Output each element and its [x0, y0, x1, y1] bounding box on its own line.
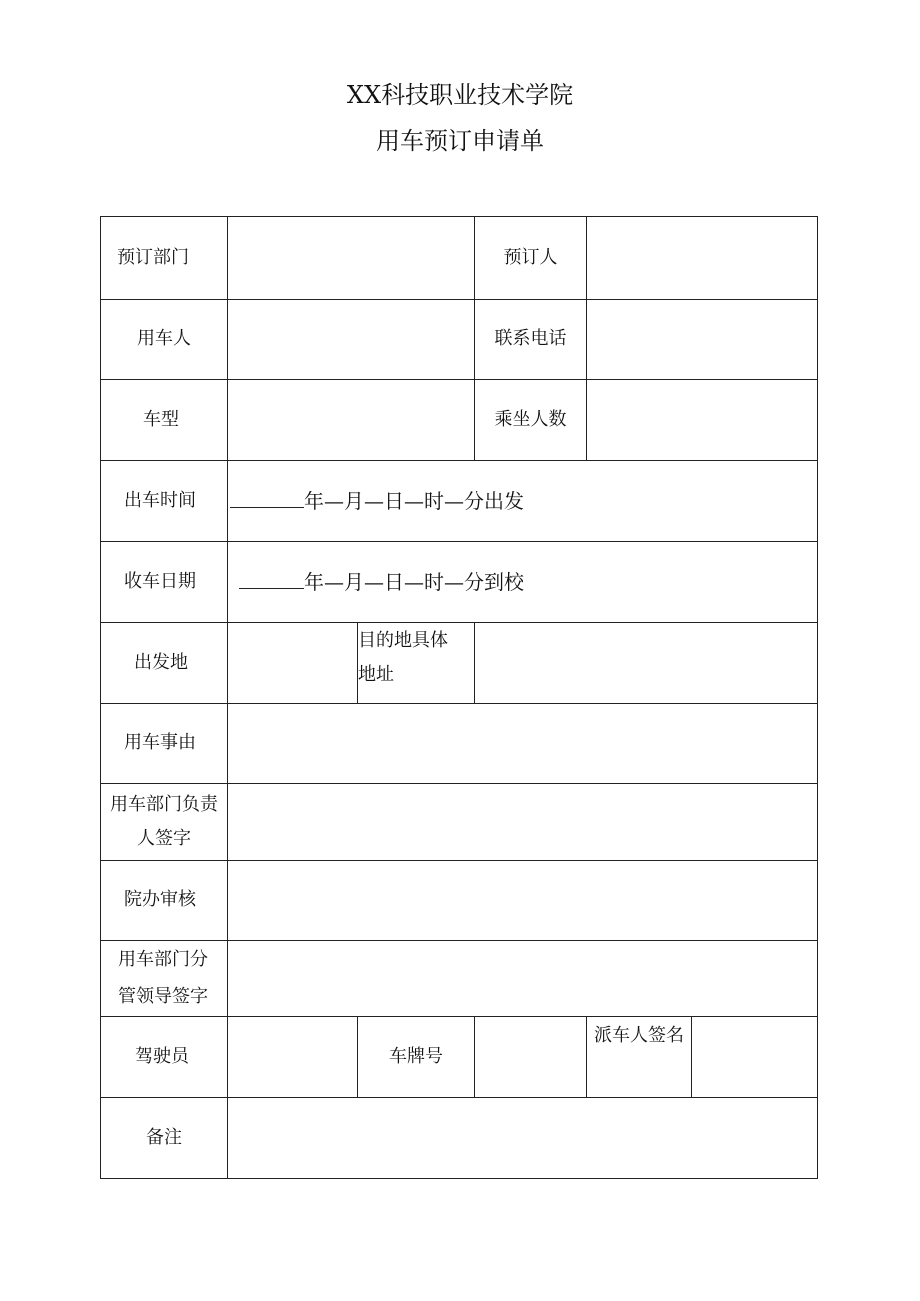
label-dept-head-line1: 用车部门负责 — [110, 793, 218, 815]
label-dispatcher-signature: 派车人签名 — [594, 1025, 684, 1046]
label-destination-line2: 地址 — [358, 664, 394, 685]
input-destination[interactable] — [475, 622, 817, 703]
label-dept-head-signature — [101, 783, 227, 860]
label-leader-signature — [101, 940, 225, 1016]
label-departure-time: 出车时间 — [124, 489, 196, 511]
input-dept-head-signature[interactable] — [228, 783, 817, 860]
booking-form-table — [100, 216, 818, 1179]
label-booking-dept: 预订部门 — [117, 247, 189, 268]
input-leader-signature[interactable] — [228, 940, 817, 1016]
input-contact-phone[interactable] — [587, 299, 817, 379]
label-purpose: 用车事由 — [124, 732, 196, 753]
label-driver: 驾驶员 — [135, 1045, 189, 1067]
label-leader-line2: 管领导签字 — [118, 986, 208, 1007]
input-plate-number[interactable] — [475, 1016, 586, 1097]
departure-time-template: 年—月—日—时—分出发 — [304, 489, 524, 513]
input-car-type[interactable] — [228, 379, 474, 460]
label-destination — [358, 622, 474, 703]
input-office-review[interactable] — [228, 860, 817, 940]
label-booker: 预订人 — [503, 247, 558, 268]
input-booker[interactable] — [587, 217, 817, 299]
label-dept-head-line2: 人签字 — [137, 827, 191, 849]
label-car-type: 车型 — [143, 408, 179, 430]
input-car-user[interactable] — [228, 299, 474, 379]
input-origin[interactable] — [228, 622, 357, 703]
label-contact-phone: 联系电话 — [494, 328, 567, 349]
label-plate-number: 车牌号 — [389, 1045, 443, 1067]
return-date-template: 年—月—日—时—分到校 — [304, 570, 524, 594]
label-destination-line1: 目的地具体 — [358, 630, 448, 651]
label-remarks: 备注 — [146, 1127, 182, 1148]
label-return-date: 收车日期 — [124, 570, 196, 592]
input-booking-dept[interactable] — [228, 217, 474, 299]
input-dispatcher-signature[interactable] — [692, 1016, 817, 1097]
input-purpose[interactable] — [228, 703, 817, 783]
school-name: XX科技职业技术学院 — [346, 81, 574, 109]
label-passenger-count: 乘坐人数 — [494, 408, 567, 430]
label-origin: 出发地 — [134, 651, 188, 673]
departure-year-blank[interactable] — [230, 487, 304, 508]
label-office-review: 院办审核 — [124, 889, 196, 910]
return-date-field[interactable] — [239, 568, 524, 596]
departure-time-field[interactable] — [230, 487, 524, 515]
form-title: 用车预订申请单 — [376, 127, 544, 155]
input-remarks[interactable] — [228, 1097, 817, 1179]
input-driver[interactable] — [228, 1016, 357, 1097]
label-leader-line1: 用车部门分 — [118, 949, 208, 970]
input-passenger-count[interactable] — [587, 379, 817, 460]
return-year-blank[interactable] — [239, 568, 304, 589]
label-car-user: 用车人 — [137, 328, 191, 349]
